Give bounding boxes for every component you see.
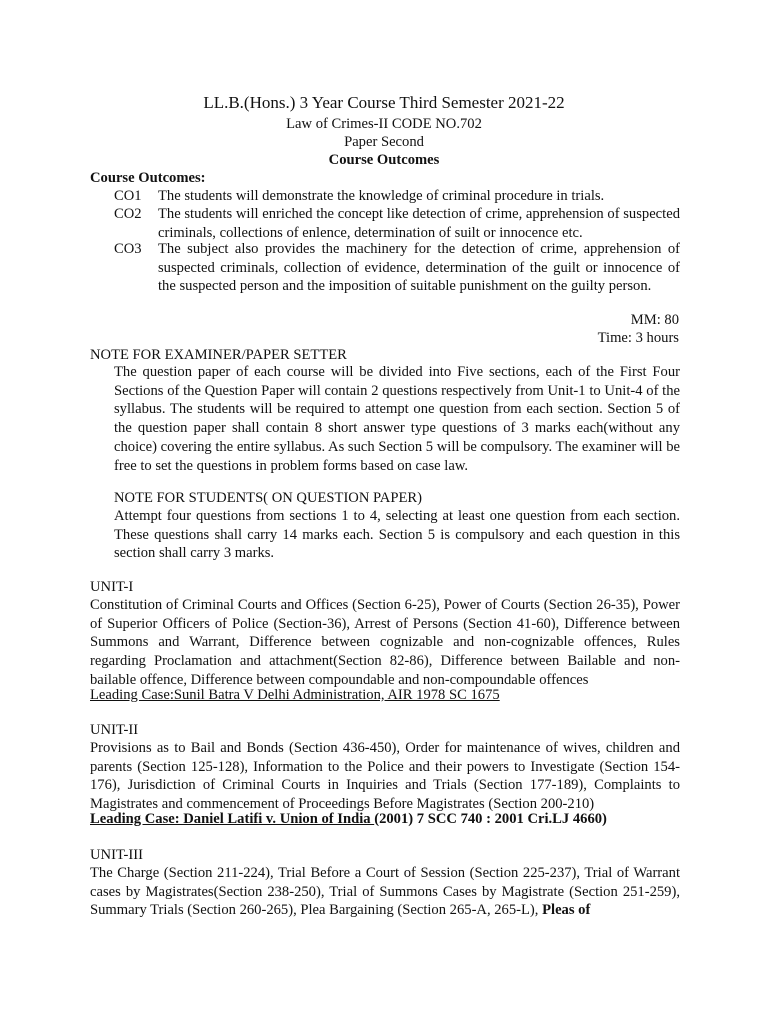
unit-3-tail: Pleas of (542, 902, 591, 919)
co-code: CO1 (114, 188, 142, 204)
students-note-heading: NOTE FOR STUDENTS( ON QUESTION PAPER) (114, 490, 422, 506)
max-marks: MM: 80 (630, 312, 679, 328)
outcomes-title: Course Outcomes (328, 152, 440, 168)
examiner-note-text: The question paper of each course will be divided into Five sections, each of the First Four Sections of the Question Paper will contain 2 questions respectively from Unit-1 to Unit-4 of the syllabus. The students will be required to attempt one question from each section. Section 5 of the question paper shall contain 8 short answer type questions of 3 marks each(without any choice) covering the entire syllabus. As such Section 5 will be compulsory. The examiner will be free to set the questions in problem forms based on case law. (114, 364, 680, 474)
unit-3-heading: UNIT-III (90, 847, 143, 863)
unit-1-heading: UNIT-I (90, 579, 134, 595)
course-outcomes-heading: Course Outcomes: (90, 170, 206, 186)
time-allowed: Time: 3 hours (597, 330, 679, 346)
co-text: The students will demonstrate the knowledge of criminal procedure in trials. (158, 188, 605, 204)
course-outcome-co1 (114, 187, 680, 206)
unit-3-body: The Charge (Section 211-224), Trial Before a Court of Session (Section 225-237), Trial of Warrant cases by Magistrates(Section 238-250), Trial of Summons Cases by Magistrate (Section 251-259), Summary Trials (Section 260-265), Plea Bargaining (Section 265-A, 265-L), (90, 865, 680, 919)
examiner-note-heading: NOTE FOR EXAMINER/PAPER SETTER (90, 347, 347, 363)
co-code: CO3 (114, 241, 142, 257)
unit-2-heading: UNIT-II (90, 722, 139, 738)
unit-3-text (90, 864, 680, 920)
unit-1-leading-case: Leading Case:Sunil Batra V Delhi Administration, AIR 1978 SC 1675 (90, 687, 500, 703)
subject-title: Law of Crimes-II CODE NO.702 (286, 116, 482, 132)
course-outcome-co2 (114, 205, 680, 242)
students-note-text: Attempt four questions from sections 1 to 4, selecting at least one question from each section. These questions shall carry 14 marks each. Section 5 is compulsory and each question in this section shall carry 3 marks. (114, 508, 680, 562)
unit-2-text: Provisions as to Bail and Bonds (Section 436-450), Order for maintenance of wives, children and parents (Section 125-128), Information to the Police and their powers to Investigate (Section 154-176), Jurisdiction of Criminal Courts in Inquiries and Trials (Section 177-189), Complaints to Magistrates and commencement of Proceedings Before Magistrates (Section 200-210) (90, 740, 680, 813)
leading-case-label: Leading Case: Daniel Latifi v. Union of India (90, 811, 375, 827)
unit-1-text: Constitution of Criminal Courts and Offices (Section 6-25), Power of Courts (Section 26-35), Power of Superior Officers of Police (Section-36), Arrest of Persons (Section 41-60), Difference between Summons and Warrant, Difference between cognizable and non-cognizable offences, Rules regarding Proclamation and attachment(Section 82-86), Difference between Bailable and non-bailable offence, Difference between compoundable and non-compoundable offences (90, 597, 680, 688)
co-text: The subject also provides the machinery for the detection of crime, apprehension of suspected criminals, collection of evidence, determination of the guilt or innocence of the suspected person and the imposition of suitable punishment on the guilty person. (158, 241, 680, 295)
course-outcome-co3 (114, 240, 680, 296)
leading-case-citation: (2001) 7 SCC 740 : 2001 Cri.LJ 4660) (374, 811, 607, 827)
course-title: LL.B.(Hons.) 3 Year Course Third Semester 2021-22 (203, 93, 565, 112)
co-code: CO2 (114, 206, 142, 222)
paper-title: Paper Second (344, 134, 424, 150)
unit-2-leading-case (90, 810, 690, 829)
co-text: The students will enriched the concept like detection of crime, apprehension of suspected criminals, collections of enlence, determination of suilt or innocence etc. (158, 206, 680, 241)
